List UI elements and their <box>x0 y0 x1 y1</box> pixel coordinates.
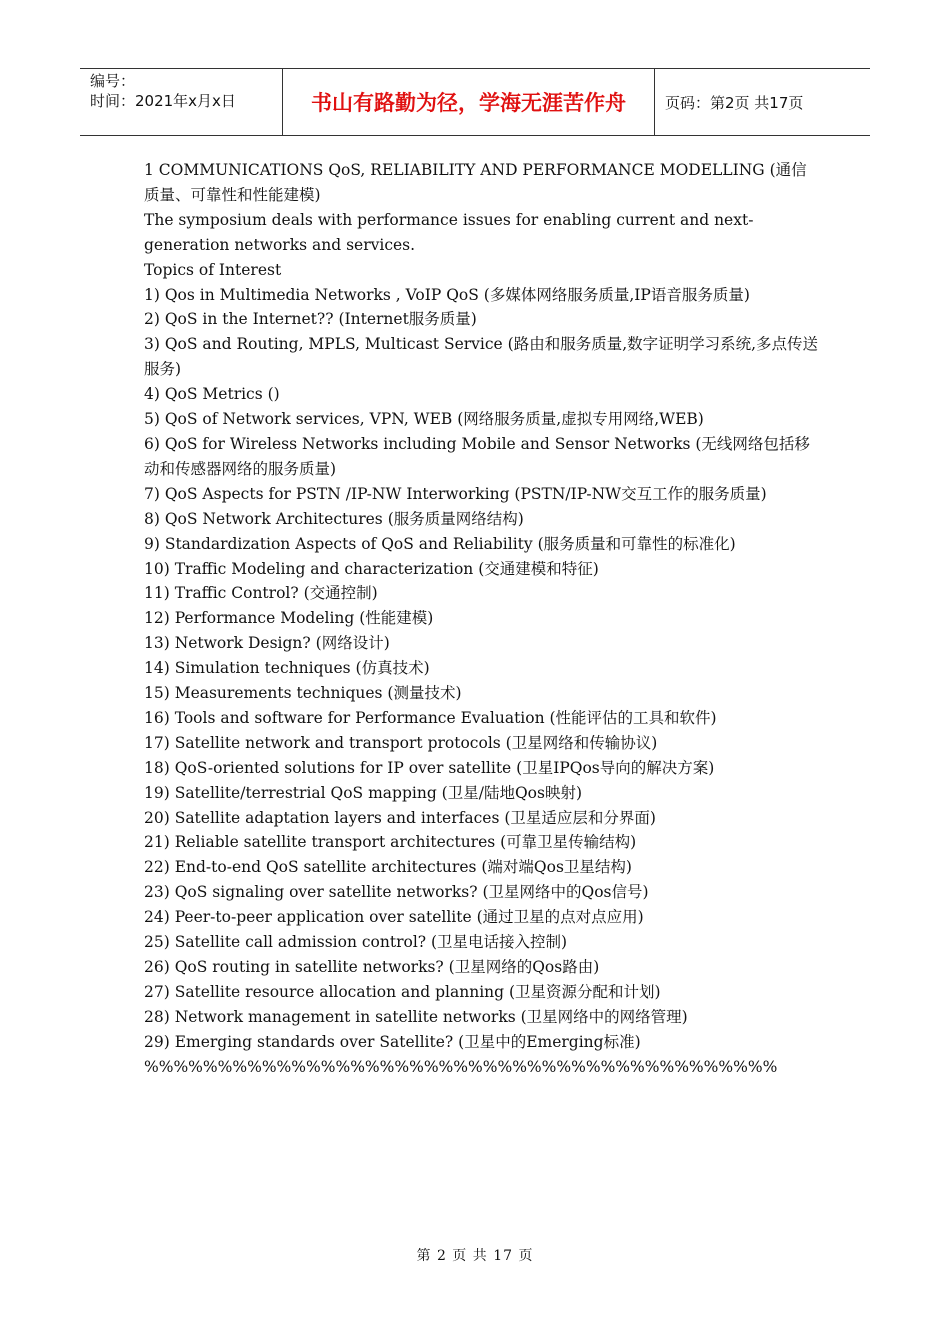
topic-item: 5) QoS of Network services, VPN, WEB (网络服务质量,虚拟专用网络,WEB) <box>144 410 704 429</box>
topic-item: 28) Network management in satellite networks (卫星网络中的网络管理) <box>144 1007 688 1026</box>
topic-item: 12) Performance Modeling (性能建模) <box>144 609 434 628</box>
page-header <box>80 68 870 136</box>
topic-item: 23) QoS signaling over satellite networks? (卫星网络中的Qos信号) <box>144 883 649 902</box>
topic-item: 4) QoS Metrics () <box>144 385 280 404</box>
topic-item: 6) QoS for Wireless Networks including Mobile and Sensor Networks (无线网络包括移动和传感器网络的服务质量) <box>144 434 810 478</box>
topic-item: 3) QoS and Routing, MPLS, Multicast Service (路由和服务质量,数字证明学习系统,多点传送服务) <box>144 335 819 379</box>
topic-item: 11) Traffic Control? (交通控制) <box>144 584 378 603</box>
topic-item: 22) End-to-end QoS satellite architectures (端对端Qos卫星结构) <box>144 858 632 877</box>
topic-item: 13) Network Design? (网络设计) <box>144 634 390 653</box>
topic-item: 20) Satellite adaptation layers and interfaces (卫星适应层和分界面) <box>144 808 656 827</box>
topic-item: 16) Tools and software for Performance Evaluation (性能评估的工具和软件) <box>144 708 717 727</box>
topic-item: 21) Reliable satellite transport architectures (可靠卫星传输结构) <box>144 833 637 852</box>
topic-item: 18) QoS-oriented solutions for IP over satellite (卫星IPQos导向的解决方案) <box>144 758 715 777</box>
topic-item: 27) Satellite resource allocation and planning (卫星资源分配和计划) <box>144 982 661 1001</box>
topic-item: 14) Simulation techniques (仿真技术) <box>144 659 430 678</box>
topic-item: 25) Satellite call admission control? (卫星电话接入控制) <box>144 933 568 952</box>
topic-item: 29) Emerging standards over Satellite? (卫星中的Emerging标准) <box>144 1032 641 1051</box>
topic-item: 17) Satellite network and transport protocols (卫星网络和传输协议) <box>144 733 658 752</box>
topic-item: 7) QoS Aspects for PSTN /IP-NW Interworking (PSTN/IP-NW交互工作的服务质量) <box>144 484 767 503</box>
page-footer: 第 2 页 共 17 页 <box>416 1248 534 1264</box>
topic-item: 24) Peer-to-peer application over satellite (通过卫星的点对点应用) <box>144 908 644 927</box>
document-number-label: 编号： <box>90 72 136 90</box>
header-info <box>80 69 282 135</box>
topic-item: 15) Measurements techniques (测量技术) <box>144 684 462 703</box>
topic-item: 1) Qos in Multimedia Networks , VoIP QoS (多媒体网络服务质量,IP语音服务质量) <box>144 285 750 304</box>
header-page-number: 页码：第2页 共17页 <box>665 93 804 112</box>
topic-item: 9) Standardization Aspects of QoS and Reliability (服务质量和可靠性的标准化) <box>144 534 736 553</box>
document-time-label: 时间：2021年x月x日 <box>90 92 236 110</box>
separator-line: %%%%%%%%%%%%%%%%%%%%%%%%%%%%%%%%%%%%%%%%%%% <box>144 1057 778 1076</box>
header-motto: 书山有路勤为径，学海无涯苦作舟 <box>282 69 655 135</box>
document-body <box>144 158 820 1080</box>
section-title: 1 COMMUNICATIONS QoS, RELIABILITY AND PERFORMANCE MODELLING (通信质量、可靠性和性能建模) <box>144 161 807 204</box>
topic-item: 10) Traffic Modeling and characterization (交通建模和特征) <box>144 559 599 578</box>
topic-item: 2) QoS in the Internet?? (Internet服务质量) <box>144 310 477 329</box>
topic-item: 26) QoS routing in satellite networks? (卫星网络的Qos路由) <box>144 958 600 976</box>
topics-heading: Topics of Interest <box>144 260 282 279</box>
topic-item: 19) Satellite/terrestrial QoS mapping (卫星/陆地Qos映射) <box>144 783 582 802</box>
topic-item: 8) QoS Network Architectures (服务质量网络结构) <box>144 509 524 528</box>
section-description: The symposium deals with performance issues for enabling current and next-generation networks and services. <box>144 210 754 254</box>
